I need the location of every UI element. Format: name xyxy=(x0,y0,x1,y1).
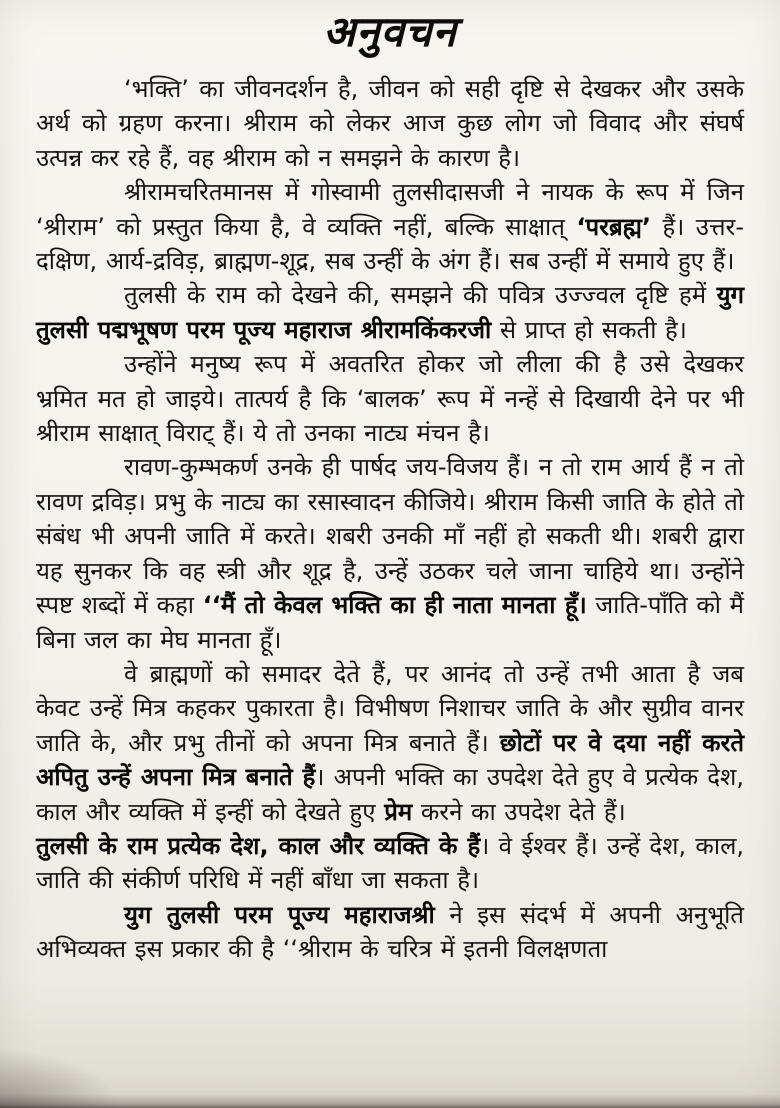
bold-text-run: युग तुलसी पद्मभूषण परम पूज्य महाराज श्रीरामकिंकरजी xyxy=(36,281,744,344)
paragraph xyxy=(36,829,744,898)
paragraph xyxy=(36,278,744,347)
bold-text-run: युग तुलसी परम पूज्य महाराजश्री xyxy=(124,900,435,929)
text-run: । अपनी भक्ति का उपदेश देते हुए वे प्रत्येक देश, काल और व्यक्ति में इन्हीं को देखते हुए xyxy=(36,763,744,826)
text-run: श्रीरामचरितमानस में गोस्वामी तुलसीदासजी ने नायक के रूप में जिन ‘श्रीराम’ को प्रस्तुत किया है, वे व्यक्ति नहीं, बल्कि साक्षात् xyxy=(36,178,744,241)
paragraph xyxy=(36,72,744,175)
bold-text-run: छोटों पर वे दया नहीं करते अपितु उन्हें अपना मित्र बनाते हैं xyxy=(36,728,744,792)
paragraph xyxy=(36,450,744,656)
text-run: करने का उपदेश देते हैं। xyxy=(412,797,626,826)
body-text xyxy=(36,72,744,967)
text-run: तुलसी के राम को देखने की, समझने की पवित्र उज्ज्वल दृष्टि हमें xyxy=(124,281,717,310)
text-run: से प्राप्त हो सकती है। xyxy=(491,315,687,344)
bold-text-run: ‘‘मैं तो केवल भक्ति का ही नाता मानता हूँ। xyxy=(202,591,587,620)
text-run: ‘भक्ति’ का जीवनदर्शन है, जीवन को सही दृष्टि से देखकर और उसके अर्थ को ग्रहण करना। श्रीराम को लेकर आज कुछ लोग जो विवाद और संघर्ष उत्पन्न कर रहे हैं, वह श्रीराम को न समझने के कारण है। xyxy=(36,75,744,172)
bold-text-run: तुलसी के राम प्रत्येक देश, काल और व्यक्ति के हैं xyxy=(36,831,481,860)
text-run: । वे ईश्वर हैं। उन्हें देश, काल, जाति की संकीर्ण परिधि में नहीं बाँधा जा सकता है। xyxy=(36,831,744,895)
text-run: रावण-कुम्भकर्ण उनके ही पार्षद जय-विजय हैं। न तो राम आर्य हैं न तो रावण द्रविड़। प्रभु के नाट्य का रसास्वादन कीजिये। श्रीराम किसी जाति के होते तो संबंध भी अपनी जाति में करते। शबरी उनकी माँ नहीं हो सकती थी। शबरी द्वारा यह सुनकर कि वह स्त्री और शूद्र है, उन्हें उठकर चले जाना चाहिये था। उन्होंने स्पष्ट शब्दों में कहा xyxy=(36,453,744,620)
page-title: अनुवचन xyxy=(323,7,457,56)
text-run: हैं। उत्तर-दक्षिण, आर्य-द्रविड़, ब्राह्मण-शूद्र, सब उन्हीं के अंग हैं। सब उन्हीं में समाये हुए हैं। xyxy=(36,212,745,276)
bold-text-run: प्रेम xyxy=(384,797,413,826)
text-run: जाति-पाँति को मैं बिना जल का मेघ मानता हूँ। xyxy=(36,591,745,654)
bold-text-run: ‘परब्रह्म’ xyxy=(576,212,652,241)
text-run: उन्होंने मनुष्य रूप में अवतरित होकर जो लीला की है उसे देखकर भ्रमित मत हो जाइये। तात्पर्य है कि ‘बालक’ रूप में नन्हें से दिखायी देने पर भी श्रीराम साक्षात् विराट् हैं। ये तो उनका नाट्य मंचन है। xyxy=(36,350,744,448)
paragraph xyxy=(36,898,744,967)
paragraph xyxy=(36,347,744,450)
text-run: ने इस संदर्भ में अपनी अनुभूति अभिव्यक्त इस प्रकार की है ‘‘श्रीराम के चरित्र में इतनी विलक्षणता xyxy=(36,900,744,964)
paragraph xyxy=(36,175,744,278)
paragraph xyxy=(36,657,744,829)
text-run: वे ब्राह्मणों को समादर देते हैं, पर आनंद तो उन्हें तभी आता है जब केवट उन्हें मित्र कहकर पुकारता है। विभीषण निशाचर जाति के और सुग्रीव वानर जाति के, और प्रभु तीनों को अपना मित्र बनाते हैं। xyxy=(36,659,744,757)
